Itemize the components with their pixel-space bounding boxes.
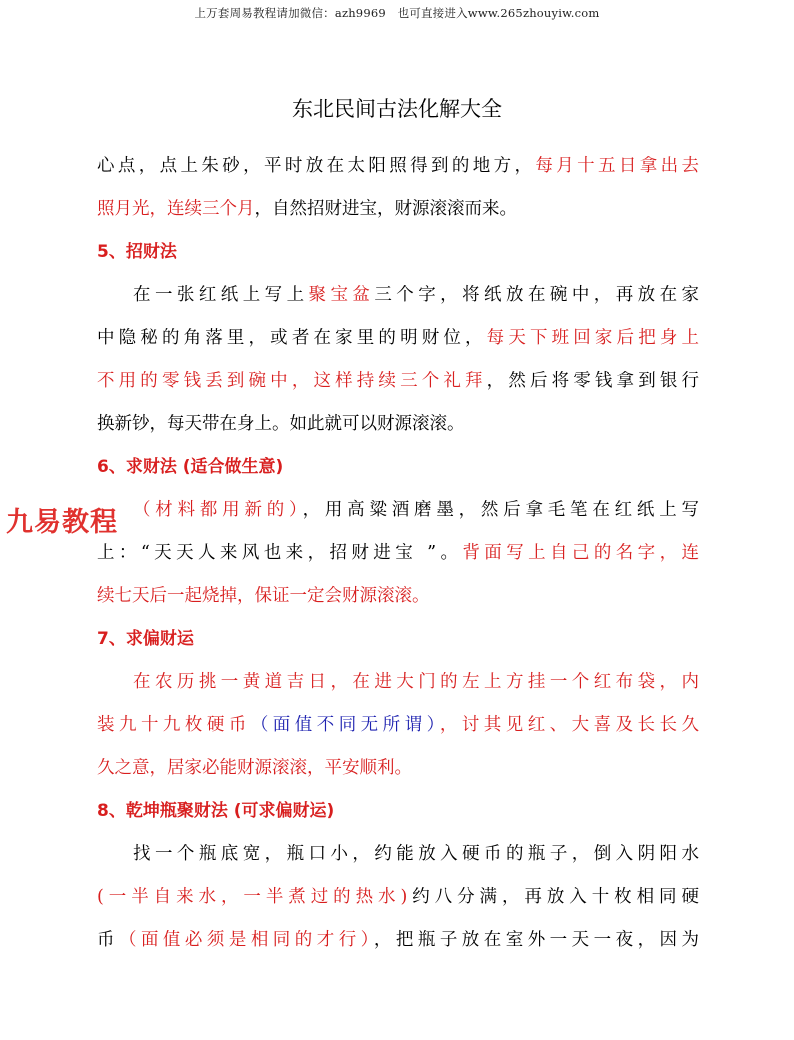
highlight-red: 每月十五日拿出去 xyxy=(535,156,699,176)
p5-line-1 xyxy=(97,274,699,317)
p8-line-3 xyxy=(97,919,699,962)
text-span: 上：“天天人来风也来，招财进宝 ”。 xyxy=(97,543,463,563)
text-span: 约八分满，再放入十枚相同硬 xyxy=(407,887,699,907)
p6-line-2 xyxy=(97,532,699,575)
highlight-red: 照月光，连续三个月 xyxy=(97,199,255,219)
p1-line-1 xyxy=(97,145,699,188)
text-span: ，自然招财进宝，财源滚滚而来。 xyxy=(254,199,517,219)
highlight-red: ，讨其见红、大喜及长长久 xyxy=(439,715,699,735)
highlight-red: (一半自来水，一半煮过的热水) xyxy=(97,887,408,907)
section-heading-8: 8、乾坤瓶聚财法 (可求偏财运) xyxy=(97,801,335,821)
highlight-red: 不用的零钱丢到碗中，这样持续三个礼拜 xyxy=(97,371,487,391)
text-span: 中隐秘的角落里，或者在家里的明财位， xyxy=(97,328,487,348)
p8-line-2 xyxy=(97,876,699,919)
text-span: 心点，点上朱砂，平时放在太阳照得到的地方， xyxy=(97,156,536,176)
document-body xyxy=(97,145,699,962)
section-heading-6: 6、求财法 (适合做生意) xyxy=(97,457,284,477)
p7-line-2 xyxy=(97,704,699,747)
page-title: 东北民间古法化解大全 xyxy=(292,97,502,121)
highlight-blue: （面值不同无所谓） xyxy=(250,715,440,735)
p8-line-1: 找一个瓶底宽，瓶口小，约能放入硬币的瓶子，倒入阴阳水 xyxy=(133,844,699,864)
p5-line-2 xyxy=(97,317,699,360)
section-heading-5: 5、招财法 xyxy=(97,242,177,262)
highlight-red: （面值必须是相同的才行） xyxy=(118,930,374,950)
text-span: 币 xyxy=(97,930,119,950)
p6-line-3: 续七天后一起烧掉，保证一定会财源滚滚。 xyxy=(97,586,430,606)
p5-line-4: 换新钞，每天带在身上。如此就可以财源滚滚。 xyxy=(97,414,465,434)
text-span: 在一张红纸上写上 xyxy=(133,285,309,305)
text-span: 三个字，将纸放在碗中，再放在家 xyxy=(374,285,699,305)
p5-line-3 xyxy=(97,360,699,403)
highlight-red: 背面写上自己的名字，连 xyxy=(462,543,699,563)
highlight-red: （材料都用新的） xyxy=(133,500,303,520)
text-span: ，然后将零钱拿到银行 xyxy=(486,371,699,391)
watermark-logo: 九易教程 xyxy=(6,507,118,538)
p1-line-2 xyxy=(97,188,699,231)
header-note: 上万套周易教程请加微信：azh9969 也可直接进入www.265zhouyiw.com xyxy=(194,6,600,20)
highlight-red: 装九十九枚硬币 xyxy=(97,715,251,735)
p6-line-1 xyxy=(97,489,699,532)
highlight-red: 每天下班回家后把身上 xyxy=(486,328,699,348)
highlight-red: 聚宝盆 xyxy=(308,285,375,305)
p7-line-3: 久之意，居家必能财源滚滚，平安顺利。 xyxy=(97,758,412,778)
p7-line-1: 在农历挑一黄道吉日，在进大门的左上方挂一个红布袋，内 xyxy=(133,672,699,692)
text-span: ，把瓶子放在室外一天一夜，因为 xyxy=(373,930,699,950)
text-span: ，用高粱酒磨墨，然后拿毛笔在红纸上写 xyxy=(302,500,699,520)
section-heading-7: 7、求偏财运 xyxy=(97,629,194,649)
